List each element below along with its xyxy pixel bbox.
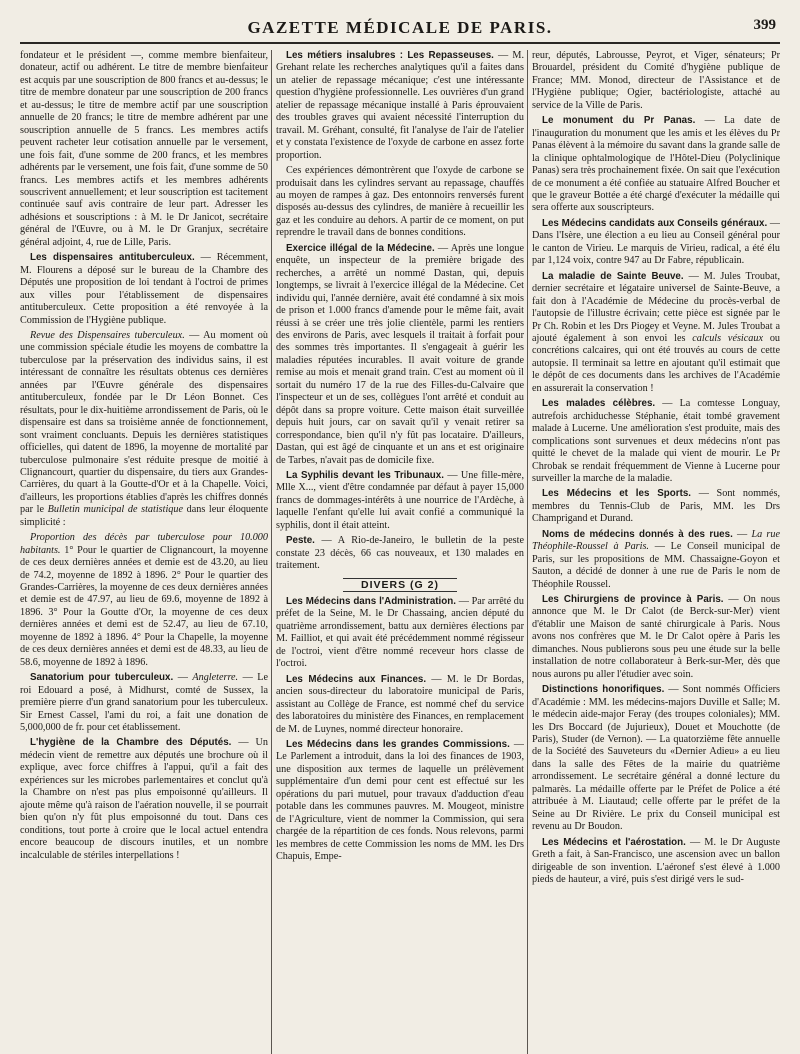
article-heading: Les Chirurgiens de province à Paris.	[542, 594, 724, 606]
article-body: — Un médecin vient de remettre aux députés une brochure où il explique, avec force chiffres à l'appui, qu'il a fait des expériences sur les microbes parlementaires et conclut qu'à la Chambre on n'est pas plus empoisonné qu'ailleurs. Il ajoute même qu'à raison de l'aération nouvelle, il se pourrait bien qu'on n'y fût plus empoisonné du tout. Dans ces conditions, tout porte à croire que le local actuel entendra encore beaucoup de discours inutiles, et un nombre incalculable de stériles interpellations !	[20, 737, 268, 861]
article-heading: L'hygiène de la Chambre des Députés.	[30, 737, 232, 749]
article-body: — Après une longue enquête, un inspecteur de la première brigade des recherches, a arrêté un nommé Dastan, qui, depuis longtemps, se livrait à l'exercice illégal de la Médecine. Cet individu qui, l'année dernière, avait été condamné à six mois de prison et 1.000 francs d'amende pour le même fait, avait réussi à se créer une très jolie clientèle, parmi les rentiers des environs de Paris, avec lesquels il traitait à forfait pour des sommes très importantes. Il s'engageait à guérir les maladies réputées incurables. Il avait voiture de grande remise au mois et menait grand train. C'est au moment où il sortait du numéro 17 de la rue des Filles-du-Calvaire que l'inspecteur et un de ses, collègues l'ont arrêté et conduit au dépôt dans sa propre voiture. Cette maison était surveillée depuis huit jours, car on savait qu'il y venait retirer sa correspondance, bien qu'il n'y fût pas locataire. D'ailleurs, Dastan, qui est âgé de cinquante et un ans et est originaire de Tarbes, n'avait pas de domicile fixe.	[276, 242, 524, 466]
article-subtitle: Revue des Dispensaires tuberculeux.	[30, 329, 185, 341]
article-place: Angleterre.	[192, 672, 239, 684]
article-revue-dispensaires	[20, 330, 268, 529]
article-body: — Récemment, M. Flourens a déposé sur le bureau de la Chambre des Députés une proposition de loi tendant à l'octroi de primes aux villes pour l'établissement de dispensaires antituberculeux. Cette proposition a été renvoyée à la Commission de l'Hygiène publique.	[20, 252, 268, 326]
article-hygiene-chambre	[20, 737, 268, 862]
journal-title: GAZETTE MÉDICALE DE PARIS.	[247, 18, 553, 37]
article-heading: Les métiers insalubres : Les Repasseuses.	[286, 50, 494, 61]
article-body: — M. le Dr Bordas, ancien sous-directeur du laboratoire municipal de Paris, assistant au Collège de France, est nommé chef du service des laboratoires du ministère des Finances, en remplacement de M. de Luynes, nommé directeur honoraire.	[276, 673, 524, 735]
article-heading: Sanatorium pour tuberculeux.	[30, 672, 174, 684]
article-heading: Distinctions honorifiques.	[542, 684, 665, 696]
article-proportion	[20, 532, 268, 669]
article-finances	[276, 674, 524, 736]
article-heading: Les Médecins candidats aux Conseils généraux.	[542, 217, 768, 229]
article-heading: Les malades célèbres.	[542, 398, 656, 410]
bulletin-title: Bulletin municipal de statistique	[47, 504, 183, 516]
article-body: — Le Parlement a introduit, dans la loi des finances de 1903, une disposition aux termes de laquelle un prélèvement supplémentaire d'un demi pour cent est effectué sur les opérations du pari mutuel, pour travaux d'adduction d'eau potable dans les communes pauvres. M. Mougeot, ministre de l'Agriculture, vient de nommer la Commission, qui sera chargée de la répartition de ces fonds. Nous relevons, parmi les membres de cette Commission les noms de MM. les Drs Chapuis, Empe-	[276, 739, 524, 863]
article-place: La rue Théophile-Roussel à Paris.	[532, 528, 780, 553]
article-heading: Noms de médecins donnés à des rues.	[542, 528, 733, 540]
article-body: — Au moment où une commission spéciale étudie les moyens de combattre la tuberculose par la préservation des individus sains, il est intéressant de connaître les résultats obtenus ces dernières années par l'Œuvre générale des dispensaires antituberculeux, fondée par le Dr Léon Bonnet. Ces résultats, pour le dix-huitième arrondissement de Paris, où le dispensaire est dans sa troisième année de fonctionnement, sont vraiment concluants. Depuis les dernières statistiques officielles, qui datent de 1896, la moyenne de mortalité par tuberculose pulmonaire s'est réduite presque de moitié à Clignancourt, quartier du dispensaire, du tiers aux Grandes-Carrières, du quart à la Goutte-d'Or et à la Chapelle. Voici, d'ailleurs, les proportions établies d'après les chiffres donnés par le	[20, 329, 268, 516]
article-body: — Le roi Edouard a posé, à Midhurst, comté de Sussex, la première pierre d'un grand sanatorium pour les tuberculeux. Sir Ernest Cassel, l'ami du roi, a fait une donation de 5,000,000 de fr. pour cet établissement.	[20, 672, 268, 734]
article-candidats	[532, 218, 780, 268]
article-peste	[276, 535, 524, 572]
article-heading: Les Médecins dans l'Administration.	[286, 596, 456, 608]
article-noms-rues: Noms de médecins donnés à des rues. — La rue Théophile-Roussel à Paris. — Le Conseil municipal de Paris, sur les propositions de MM. Chassaigne-Goyon et Sauton, a décidé de donner à une rue de Paris le nom de Théophile Roussel.	[532, 528, 780, 590]
article-exercice-illegal	[276, 243, 524, 467]
article-heading: La maladie de Sainte Beuve.	[542, 270, 684, 282]
article-body: — La date de l'inauguration du monument que les amis et les élèves du Pr Panas élèvent à la mémoire du savant dans la grande salle de la clinique ophtalmologique de l'Hôtel-Dieu (Polyclinique Panas) sera très prochainement fixée. On sait que l'exécution de ce monument a été confiée au statuaire Alfred Boucher et que le graveur Bottée a été chargé d'exécuter la médaille qui sera offerte aux souscripteurs.	[532, 115, 780, 214]
article-sainte-beuve	[532, 271, 780, 396]
article-body: — Sont nommés Officiers d'Académie : MM. les médecins-majors Duville et Salle; M. le médecin aide-major Feray (des troupes coloniales); MM. les Drs Boccard (de Jujurieux), Douet et Mouchotte (de Paris), Studer (de Vernon). — La quatorzième fête annuelle de la Société des Sauveteurs du «Dernier Adieu» a eu lieu dans la salle des Fêtes de la mairie du quatrième arrondissement. Le secrétaire général a donné lecture du palmarès. La médaille offerte par le Préfet de Police a été attribuée à M. Liautaud; celle offerte par le préfet de la Seine au Dr Rivière. Le prix du Conseil municipal est revenu au Dr Boudon.	[532, 684, 780, 833]
article-commissions-cont: reur, députés, Labrousse, Peyrot, et Viger, sénateurs; Pr Brouardel, président du Comité d'hygiène publique de France; MM. Monod, directeur de l'Assistance et de l'Hygiène publique; Ogier, bactériologiste, attaché au service de la Ville de Paris.	[532, 50, 780, 111]
article-metiers-cont: Ces expériences démontrèrent que l'oxyde de carbone se produisait dans les cylindres servant au repassage, chauffés au moyen de rampes à gaz. Des entonnoirs renversés furent disposés au-dessus des cylindres, de manière à recueillir les gaz et les conduire au dehors. A partir de ce moment, on put reprendre le travail dans de bonnes conditions.	[276, 165, 524, 239]
article-heading: Le monument du Pr Panas.	[542, 115, 696, 127]
article-body: — A Rio-de-Janeiro, le bulletin de la peste constate 23 décès, 66 cas nouveaux, et 130 malades en traitement.	[276, 535, 524, 572]
article-body: — On nous annonce que M. le Dr Calot (de Berck-sur-Mer) vient d'établir une Maison de santé chirurgicale à Paris. Nous avons nos confrères que M. le Dr Calot opère à Paris les dimanches. Nous publierons sous peu une étude sur la belle installation de notre collaborateur à Berk-sur-Mer, dès que nous aurons pu aller l'étudier avec soin.	[532, 594, 780, 680]
article-malades-celebres	[532, 398, 780, 485]
article-body: — Par arrêté du préfet de la Seine, M. le Dr Chassaing, ancien député du quatrième arrondissement, battu aux dernières élections par M. Failliot, et qui avait été précédemment nommé régisseur de l'octroi, vient d'être nommé receveur hors classe de l'octroi.	[276, 596, 524, 670]
article-body: — Sont nommés, membres du Tennis-Club de Paris, MM. les Drs Champrigand et Durand.	[532, 488, 780, 525]
calculs-term: calculs vésicaux	[692, 332, 763, 344]
article-aerostation	[532, 837, 780, 887]
article-commissions	[276, 739, 524, 864]
article-chirurgiens	[532, 594, 780, 681]
article-sports	[532, 488, 780, 525]
article-body: — M. Grehant relate les recherches analytiques qu'il a faites dans un atelier de repassage mécanique; c'est une intéressante question d'hygiène professionnelle. Les ouvrières d'un grand atelier de repassage mécanique installé à Paris éprouvaient des troubles graves qui avaient nécessité l'interruption du travail. M. Gréhant, consulté, fit l'analyse de l'air de l'atelier et y constata l'existence de l'oxyde de carbone en assez forte proportion.	[276, 50, 524, 161]
article-monument-panas	[532, 115, 780, 215]
article-syphilis	[276, 470, 524, 532]
article-body: 1° Pour le quartier de Clignancourt, la moyenne de ces deux dernières années et demie est de 43.20, au lieu de 74.2, moyenne de 1892 à 1896. 2° Pour le quartier des Grandes-Carrières, la moyenne de ces deux dernières années et demie est de 47.97, au lieu de 69.6, moyenne de 1892 à 1896. 3° Pour la Goutte d'Or, la moyenne de ces deux dernières années et demi est de 52.47, au lieu de 67.10, moyenne de 1892 à 1896. 4° Pour la Chapelle, la moyenne de ces deux dernières années et demi est de 48.33, au lieu de 58.6, moyenne de 1892 à 1896.	[20, 544, 268, 668]
article-subtitle: Proportion des décès par tuberculose pour 10.000 habitants.	[20, 532, 268, 556]
article-body: — Dans l'Isère, une élection a eu lieu au Conseil général pour le canton de Virieu. Le marquis de Virieu, radical, a été élu par 1,124 voix, contre 947 au Dr Fabre, républicain.	[532, 217, 780, 267]
article-administration	[276, 596, 524, 671]
article-body: — Le Conseil municipal de Paris, sur les propositions de MM. Chassaigne-Goyon et Sauton, a décidé de donner à une rue de Paris le nom de Théophile Roussel.	[532, 541, 780, 590]
article-body-end: ou concrétions calcaires, qui ont été trouvés au cours de cette autopsie. Il terminait sa lettre en ajoutant qu'il estimait que le dépôt de ces documents dans les archives de l'Académie en assurerait la conservation !	[532, 332, 780, 394]
article-fondateur: fondateur et le président —, comme membre bienfaiteur, donateur, actif ou adhérent. Le titre de membre bienfaiteur est acquis par une souscription de 800 francs et au-dessus; le titre de membre donateur par une souscription de 200 francs et au-dessus; le titre de membre actif par une souscription annuelle de 20 francs; le titre de membre adhérent par une souscription annuelle de 5 francs. Les membres actifs peuvent racheter leur cotisation annuelle par le versement, une fois fait, d'une somme de 200 francs, et les membres adhérents par le versement, une fois fait, d'une somme de 50 francs. Les membres actifs et les membres adhérents souscrivent annuellement; et leur souscription est tacitement continuée sauf avis contraire de leur part. Adresser les adhésions et souscriptions : à M. le Dr Janicot, secrétaire général de l'Œuvre, ou à M. le Dr Granjux, secrétaire général adjoint, 4, rue de Lille, Paris.	[20, 50, 268, 248]
article-heading: Les Médecins aux Finances.	[286, 673, 427, 685]
article-sanatorium: Sanatorium pour tuberculeux. — Angleterre. — Le roi Edouard a posé, à Midhurst, comté de Sussex, la première pierre d'un grand sanatorium pour les tuberculeux. Sir Ernest Cassel, l'ami du roi, a fait une donation de 5,000,000 de fr. pour cet établissement.	[20, 672, 268, 734]
article-heading: Les Médecins et les Sports.	[542, 488, 692, 500]
column-rule-left	[271, 50, 272, 1054]
article-body: — La comtesse Longuay, autrefois archiduchesse Stéphanie, était tombé gravement malade à Lucerne. Une amélioration s'est produite, mais des complications sont survenues et deux médecins n'ont pas quitté le chevet de la malade qui vient de mourir. Le Pr Chrobak se rendait fréquemment de Vienne à Lucerne pour surveiller la marche de la maladie.	[532, 398, 780, 484]
article-distinctions	[532, 684, 780, 833]
column-2	[276, 50, 524, 1054]
section-divers	[276, 579, 524, 592]
column-1	[20, 50, 268, 1054]
column-rule-right	[527, 50, 528, 1054]
article-dispensaires	[20, 252, 268, 327]
article-heading: Les Médecins dans les grandes Commissions.	[286, 739, 510, 751]
article-body: — M. le Dr Auguste Greth a fait, à San-Francisco, une ascension avec un ballon dirigeable de son invention. L'aéronef s'est élevé à 1.000 pieds de hauteur, a viré, puis s'est dirigé vers le sud-	[532, 836, 780, 885]
column-3	[532, 50, 780, 1054]
article-body: — Une fille-mère, Mlle X..., vient d'être condamnée par défaut à payer 15,000 francs de dommages-intérêts à une nourrice de l'Ardèche, à laquelle l'enfant qu'elle lui avait confié a communiqué la syphilis, dont il était atteint.	[276, 469, 524, 531]
article-heading: Exercice illégal de la Médecine.	[286, 242, 435, 254]
article-body-end: dans leur éloquente simplicité :	[20, 504, 268, 528]
article-body: — M. Jules Troubat, dernier secrétaire et légataire universel de Sainte-Beuve, a fait don à l'Académie de Médecine du procès-verbal de l'autopsie de l'illustre écrivain; cette pièce est signée par le Pr Ch. Robin et les Drs Piogey et Veyne. M. Jules Troubat a ajouté également à son envoi les	[532, 270, 780, 344]
article-heading: Les Médecins et l'aérostation.	[542, 836, 686, 848]
article-heading: Les dispensaires antituberculeux.	[30, 252, 195, 264]
article-metiers-insalubres	[276, 50, 524, 162]
page-header	[20, 16, 780, 44]
article-heading: Peste.	[286, 535, 315, 547]
article-heading: La Syphilis devant les Tribunaux.	[286, 469, 444, 481]
page-number: 399	[753, 17, 776, 33]
section-heading: DIVERS (G 2)	[343, 578, 457, 592]
